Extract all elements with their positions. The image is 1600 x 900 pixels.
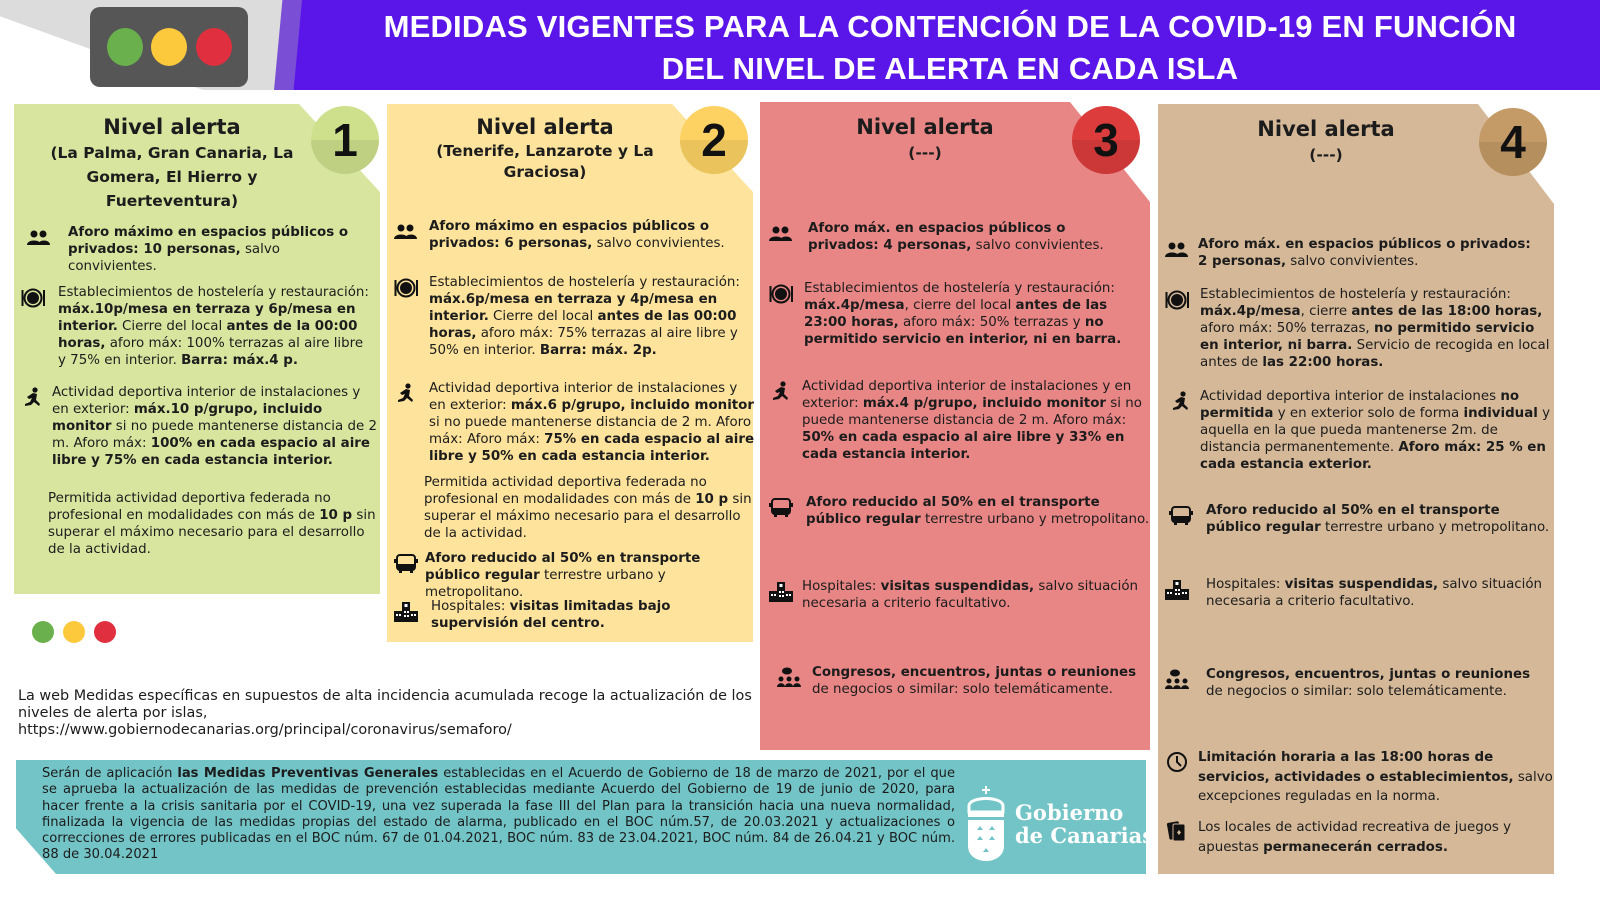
running-icon — [766, 380, 796, 404]
web-note — [18, 688, 763, 739]
list-item: Aforo máx. en espacios públicos o privados: 2 personas, salvo convivientes. — [1162, 236, 1542, 270]
restaurant-icon — [391, 276, 421, 300]
footer-text: Serán de aplicación las Medidas Preventivas Generales establecidas en el Acuerdo de Gobierno de 18 de marzo de 2021, por el que se aprueba la actualización de las medidas de prevención establecidas mediante Acuerdo del Gobierno de 19 de junio de 2020, para hacer frente a la crisis sanitaria por el COVID-19, una vez superada la fase III del Plan para la transición hacia una nueva normalidad, finalizada la vigencia de las medidas propias del estado de alarma, publicado en el BOC núm.57, de 20.03.2021 y actualizaciones o correcciones de errores publicadas en el BOC núm. 67 de 01.04.2021, BOC núm. 83 de 23.04.2021, BOC núm. 84 de 26.04.21 y BOC núm. 88 de 30.04.2021 — [42, 766, 955, 863]
bus-icon — [766, 496, 796, 520]
list-item: Permitida actividad deportiva federada no profesional en modalidades con más de 10 p sin superar el máximo necesario para el desarrollo de la actividad. — [48, 491, 376, 557]
card-title: Nivel alerta (---) — [856, 115, 994, 162]
list-item: Limitación horaria a las 18:00 horas de servicios, actividades o establecimientos, salvo excepciones reguladas en la norma. — [1162, 748, 1554, 807]
list-item: Aforo reducido al 50% en el transporte público regular terrestre urbano y metropolitano. — [1166, 502, 1552, 536]
semaforo-link[interactable]: https://www.gobiernodecanarias.org/principal/coronavirus/semaforo/ — [18, 722, 512, 738]
list-item: Aforo máx. en espacios públicos o privados: 4 personas, salvo convivientes. — [766, 220, 1136, 254]
running-icon — [18, 386, 48, 410]
page-title — [300, 6, 1600, 90]
alert-level-1-card — [14, 104, 380, 594]
list-item: Actividad deportiva interior de instalaciones y en exterior: máx.4 p/grupo, incluido monitor si no puede mantenerse distancia de 2 m. Aforo máx: 50% en cada espacio al aire libre y 33% en cada estancia interior. — [766, 378, 1150, 463]
restaurant-icon — [1162, 288, 1192, 312]
list-item: Actividad deportiva interior de instalaciones no permitida y en exterior solo de forma individual y aquella en la que pueda mantenerse 2m. de distancia permanentemente. Aforo máx: 25 % en cada estancia exterior. — [1166, 388, 1552, 473]
list-item: Aforo máximo en espacios públicos o privados: 10 personas, salvo convivientes. — [24, 224, 364, 275]
yellow-dot — [63, 621, 85, 643]
list-item: Actividad deportiva interior de instalaciones y en exterior: máx.10 p/grupo, incluido monitor si no puede mantenerse distancia de 2 m. Aforo máx: 100% en cada espacio al aire libre y 75% en cada estancia interior. — [18, 384, 378, 469]
list-item: Establecimientos de hostelería y restauración: máx.4p/mesa, cierre antes de las 18:00 horas, aforo máx: 50% terrazas, no permitido servicio en interior, ni barra. Servicio de recogida en local antes de las 22:00 horas. — [1162, 286, 1552, 371]
people-icon — [24, 226, 54, 250]
list-item: Aforo reducido al 50% en transporte público regular terrestre urbano y metropolitano. — [391, 550, 751, 601]
gobierno-canarias-logo — [965, 786, 1154, 862]
card-title: Nivel alerta (Tenerife, Lanzarote y La Graciosa) — [436, 115, 654, 181]
list-item: Permitida actividad deportiva federada no profesional en modalidades con más de 10 p sin superar el máximo necesario para el desarrollo de la actividad. — [424, 475, 752, 541]
level-badge: 1 — [311, 106, 379, 174]
list-item: Hospitales: visitas suspendidas, salvo situación necesaria a criterio facultativo. — [766, 578, 1146, 612]
people-icon — [766, 222, 796, 246]
card-title: Nivel alerta (---) — [1257, 117, 1395, 164]
running-icon — [391, 382, 421, 406]
list-item: Aforo máximo en espacios públicos o privados: 6 personas, salvo convivientes. — [391, 218, 731, 252]
list-item: Establecimientos de hostelería y restauración: máx.4p/mesa, cierre del local antes de las 23:00 horas, aforo máx: 50% terrazas y no permitido servicio en interior, ni en barra. — [766, 280, 1146, 348]
list-item: Hospitales: visitas limitadas bajo supervisión del centro. — [391, 598, 753, 632]
logo-line-1: Gobierno — [1015, 800, 1124, 825]
list-item: Congresos, encuentros, juntas o reuniones de negocios o similar: solo telemáticamente. — [774, 664, 1150, 698]
level-badge: 4 — [1479, 108, 1547, 176]
traffic-light-icon — [90, 7, 248, 87]
green-light — [107, 28, 143, 66]
alert-level-2-card — [387, 104, 753, 642]
yellow-light — [151, 28, 187, 66]
meeting-icon — [774, 666, 804, 690]
web-note-text: La web Medidas específicas en supuestos de alta incidencia acumulada recoge la actualización de los niveles de alerta por islas, — [18, 688, 752, 721]
coat-of-arms-icon — [965, 786, 1007, 862]
title-line-2: DEL NIVEL DE ALERTA EN CADA ISLA — [661, 51, 1239, 86]
hospital-icon — [1162, 578, 1192, 602]
level-badge: 3 — [1072, 106, 1140, 174]
list-item: Hospitales: visitas suspendidas, salvo situación necesaria a criterio facultativo. — [1162, 576, 1548, 610]
people-icon — [391, 220, 421, 244]
restaurant-icon — [766, 282, 796, 306]
list-item: Los locales de actividad recreativa de juegos y apuestas permanecerán cerrados. — [1162, 818, 1548, 857]
hospital-icon — [391, 600, 421, 624]
alert-level-4-card — [1158, 104, 1554, 874]
alert-level-3-card — [760, 102, 1150, 750]
title-line-1: MEDIDAS VIGENTES PARA LA CONTENCIÓN DE LA COVID-19 EN FUNCIÓN — [383, 9, 1517, 44]
bus-icon — [391, 552, 421, 576]
bus-icon — [1166, 504, 1196, 528]
clock-icon — [1162, 750, 1192, 774]
people-icon — [1162, 238, 1192, 262]
list-item: Establecimientos de hostelería y restauración: máx.10p/mesa en terraza y 6p/mesa en interior. Cierre del local antes de la 00:00 horas, aforo máx: 100% terrazas al aire libre y 75% en interior. Barra: máx.4 p. — [18, 284, 374, 369]
restaurant-icon — [18, 286, 48, 310]
red-light — [196, 28, 232, 66]
hospital-icon — [766, 580, 796, 604]
green-dot — [32, 621, 54, 643]
list-item: Establecimientos de hostelería y restauración: máx.6p/mesa en terraza y 4p/mesa en interior. Cierre del local antes de las 00:00 horas, aforo máx: 75% terrazas al aire libre y 50% en interior. Barra: máx. 2p. — [391, 274, 747, 359]
logo-line-2: de Canarias — [1015, 823, 1155, 848]
meeting-icon — [1162, 668, 1192, 692]
level-badge: 2 — [680, 106, 748, 174]
list-item: Congresos, encuentros, juntas o reuniones de negocios o similar: solo telemáticamente. — [1162, 666, 1548, 700]
card-title: Nivel alerta (La Palma, Gran Canaria, La Gomera, El Hierro y Fuerteventura) — [50, 115, 294, 210]
running-icon — [1166, 390, 1196, 414]
red-dot — [94, 621, 116, 643]
traffic-dots-icon — [32, 621, 116, 643]
list-item: Actividad deportiva interior de instalaciones y en exterior: máx.6 p/grupo, incluido monitor si no puede mantenerse distancia de 2 m. Aforo máx: Aforo máx: 75% en cada espacio al aire libre y 50% en cada estancia interior. — [391, 380, 755, 465]
cards-icon — [1162, 820, 1192, 844]
list-item: Aforo reducido al 50% en el transporte público regular terrestre urbano y metropolitano. — [766, 494, 1150, 528]
